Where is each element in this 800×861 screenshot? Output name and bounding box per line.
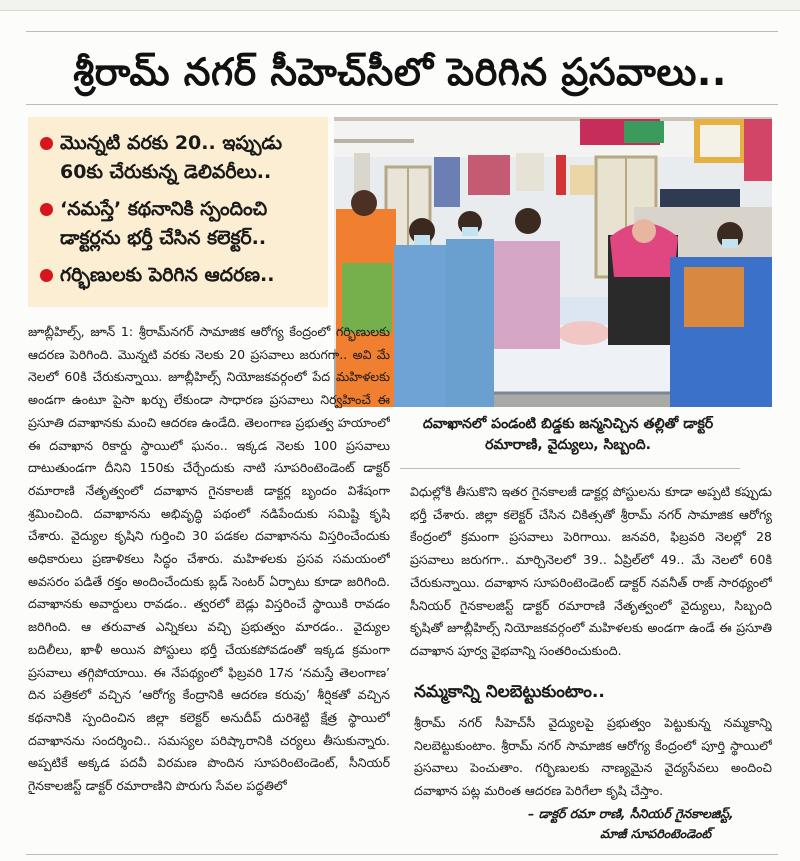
article-paragraph: జూబ్లీహిల్స్, జూన్ 1: శ్రీరామ్‌నగర్ సామాజిక ఆరోగ్య కేంద్రంలో గర్భిణులకు ఆదరణ పెరిగింది. మొన్నటి వరకు నెలకు 20 ప్రసవాలు జరుగగా.. అవి మే నెలలో 60కి చేరుకున్నాయి. జూబ్లీహిల్స్ నియోజకవర్గంలో పేద మహిళలకు అండగా ఉంటూ పైసా ఖర్చు లేకుండా సాధారణ ప్రసవాలు నిర్వహించే ఈ ప్రసూతి దవాఖానకు మంచి ఆదరణ ఉండేది. తెలంగాణ ప్రభుత్వ హయాంలో ఈ దవాఖాన రికార్డు స్థాయిలో ఘనం.. ఇక్కడ నెలకు 100 ప్రసవాలు దాటుతుండగా దీనిని 150కు చేర్చేందుకు నాటి సూపరింటెండెంట్ డాక్టర్ రమారాణి నేతృత్వంలో దవాఖాన గైనకాలజీ డాక్టర్ల బృందం విశేషంగా శ్రమించింది. దవాఖానను అభివృద్ధి పథంలో నడిపేందుకు సమిష్టి కృషి చేశారు. వైద్యుల కృషిని గుర్తించి 30 పడకల దవాఖానను విస్తరించేందుకు అధికారులు ప్రణాళికలు సిద్ధం చేశారు. మహిళలకు ప్రసవ సమయంలో అవసరం పడితే రక్తం అందించేందుకు బ్లడ్ సెంటర్ ఏర్పాటు కూడా జరిగింది. దవాఖానకు అవార్డులు రావడం.. త్వరలో బెడ్లు విస్తరించే స్థాయికి రావడం జరిగింది. ఆ తరువాత ఎన్నికలు వచ్చి ప్రభుత్వం మారడం.. వైద్యుల బదిలీలు, ఖాళీ అయిన పోస్టులు భర్తీ చేయకపోవడంతో ఇక్కడ క్రమంగా ప్రసవాలు తగ్గిపోయాయి. ఈ నేపథ్యంలో ఫిబ్రవరి 17న ‘నమస్తే తెలంగాణ’ దిన పత్రికలో వచ్చిన ‘ఆరోగ్య కేంద్రానికి ఆదరణ కరువు’ శీర్షికతో వచ్చిన కథనానికి స్పందించిన జిల్లా కలెక్టర్ అనుదీప్ దురిశెట్టి క్షేత్ర స్థాయిలో దవాఖానను సందర్శించి.. సమస్యల పరిష్కారానికి చర్యలు తీసుకున్నారు. అప్పటికే అక్కడ పదవీ విరమణ పొందిన సూపరింటెండెంట్, సీనియర్ గైనకాలజిస్ట్ డాక్టర్ రమారాణిని పొరుగు సేవల పద్ధతిలో: [28, 324, 390, 794]
previous-article-strip: [0, 0, 800, 11]
red-bullet-icon: [40, 269, 53, 282]
highlight-item: గర్భిణులకు పెరిగిన ఆదరణ..: [38, 261, 320, 290]
hospital-ward-photo: [334, 117, 772, 407]
top-rule: [26, 31, 778, 32]
signature-line: – డాక్టర్ రమా రాణి, సీనియర్ గైనకాలజిస్ట్,: [528, 806, 734, 821]
highlight-item: ‘నమస్తే’ కథనానికి స్పందించి డాక్టర్లను భర్తీ చేసిన కలెక్టర్..: [38, 195, 320, 253]
highlights-box: [28, 117, 328, 307]
red-bullet-icon: [40, 203, 53, 216]
headline: శ్రీరామ్ నగర్ సీహెచ్‌సీలో పెరిగిన ప్రసవాలు..: [73, 50, 727, 94]
headline-rule: [26, 104, 778, 105]
red-bullet-icon: [40, 137, 53, 150]
caption-rule: [400, 468, 740, 469]
signature-title: మాజీ సూపరింటెండెంట్: [600, 826, 712, 841]
body-column-left: [28, 321, 390, 845]
bottom-rule: [26, 854, 778, 855]
article-paragraph: విధుల్లోకి తీసుకొని ఇతర గైనకాలజీ డాక్టర్ల పోస్టులను కూడా అప్పటి కప్పుడు భర్తీ చేశారు. జిల్లా కలెక్టర్ చేసిన చికిత్సతో శ్రీరామ్ నగర్ సామాజిక ఆరోగ్య కేంద్రంలో క్రమంగా ప్రసవాలు పెరిగాయి. జనవరి, ఫిబ్రవరి నెలల్లో 28 ప్రసవాలు జరుగగా.. మార్చినెలలో 39.. ఏప్రిల్‌లో 49.. మే నెలలో 60కి చేరుకున్నాయి. దవాఖాన సూపరింటెండెంట్ డాక్టర్ నవనీత్ రాజ్ సారథ్యంలో సీనియర్ గైనకాలజిస్ట్ డాక్టర్ రమారాణి నేతృత్వంలో వైద్యులు, సిబ్బంది కృషితో జూబ్లీహిల్స్ నియోజకవర్గంలో మహిళలకు అండగా ఉండే ఈ ప్రసూతి దవాఖాన పూర్వ వైభవాన్ని సంతరించుకుంది.: [410, 484, 772, 658]
highlight-item: మొన్నటి వరకు 20.. ఇప్పుడు 60కు చేరుకున్న డెలివరీలు..: [38, 129, 320, 187]
body-column-right: [410, 481, 772, 667]
quote-subheading: నమ్మకాన్ని నిలబెట్టుకుంటాం..: [414, 682, 605, 702]
quote-paragraph: శ్రీరామ్ నగర్ సీహెచ్‌సీ వైద్యులపై ప్రభుత్వం పెట్టుకున్న నమ్మకాన్ని నిలబెట్టుకుంటాం. శ్రీరామ్ నగర్ సామాజిక ఆరోగ్య కేంద్రంలో పూర్తి స్థాయిలో ప్రసవాలు పెంచుతాం. గర్భిణులకు నాణ్యమైన వైద్యసేవలు అందించి దవాఖాన పట్ల మరింత ఆదరణ పెరిగేలా కృషి చేస్తాం.: [414, 715, 772, 799]
photo-caption: దవాఖానలో పండంటి బిడ్డకు జన్మనిచ్చిన తల్లితో డాక్టర్ రమారాణి, వైద్యులు, సిబ్బంది.: [422, 416, 714, 453]
